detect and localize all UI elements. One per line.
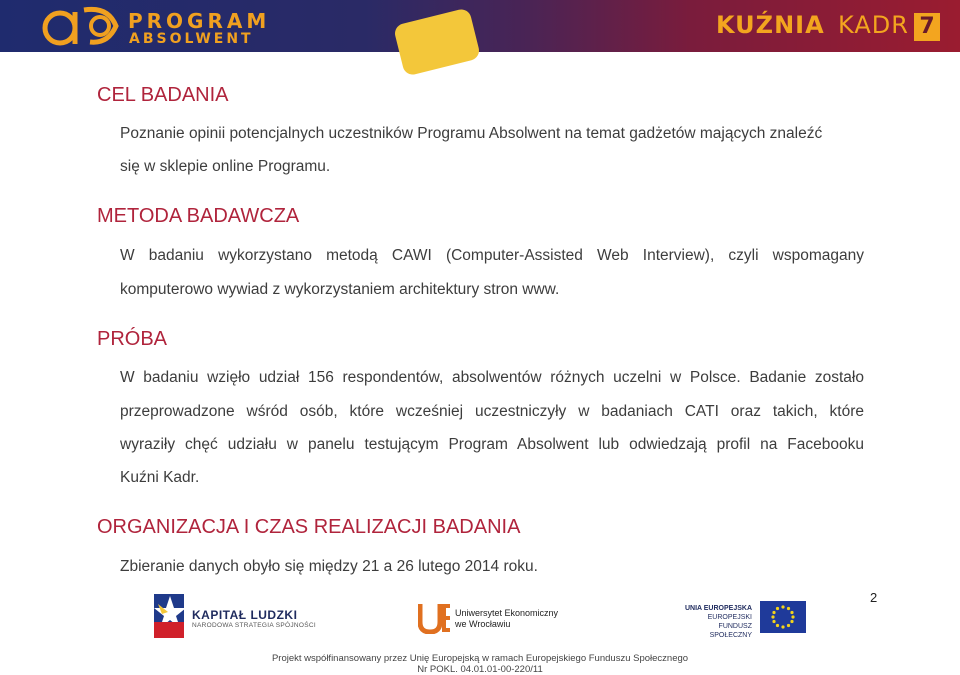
proba-line-1: W badaniu wzięło udział 156 respondentów, absolwentów różnych uczelni w Polsce. Badanie zostało — [120, 369, 864, 386]
ue-line-1: Uniwersytet Ekonomiczny — [455, 608, 559, 618]
proba-line-2: przeprowadzone wśród osób, które wcześniej uczestniczyły w badaniach CATI oraz takich, które — [120, 403, 864, 420]
brand-number-badge: 7 — [914, 13, 940, 41]
page-number: 2 — [870, 590, 878, 605]
brand-kadr: KADR — [838, 11, 909, 39]
eu-flag-icon — [760, 601, 806, 633]
header-band — [0, 0, 960, 52]
eu-line-2: EUROPEJSKI — [707, 614, 752, 621]
heading-cel-badania: CEL BADANIA — [97, 84, 229, 106]
eu-line-1: UNIA EUROPEJSKA — [684, 605, 752, 612]
brand-program: PROGRAM — [128, 9, 271, 33]
proba-line-3: wyraziły chęć udziału w panelu testującym Program Absolwent lub odwiedzają profil na Facebooku — [120, 436, 864, 453]
ue-line-2: we Wrocławiu — [455, 619, 511, 629]
footer-note-line-1: Projekt współfinansowany przez Unię Europejską w ramach Europejskiego Funduszu Społecznego — [271, 653, 689, 664]
heading-proba: PRÓBA — [97, 328, 168, 350]
brand-absolwent: ABSOLWENT — [129, 31, 254, 47]
brand-kuznia: KUŹNIA — [716, 11, 825, 39]
program-absolwent-logo-icon — [38, 4, 124, 48]
cel-line-2: się w sklepie online Programu. — [120, 158, 331, 175]
cel-line-1: Poznanie opinii potencjalnych uczestników Programu Absolwent na temat gadżetów mających znaleźć — [120, 125, 823, 142]
heading-metoda-badawcza: METODA BADAWCZA — [97, 205, 300, 227]
uniwersytet-ekonomiczny-logo-icon — [418, 602, 452, 634]
proba-line-4: Kuźni Kadr. — [120, 469, 200, 486]
kapital-ludzki-title: KAPITAŁ LUDZKI — [192, 608, 298, 622]
kapital-ludzki-logo-icon — [152, 592, 188, 640]
kapital-ludzki-subtitle: NARODOWA STRATEGIA SPÓJNOŚCI — [192, 622, 316, 629]
eu-line-3: FUNDUSZ SPOŁECZNY — [709, 623, 752, 639]
eu-label — [680, 604, 752, 640]
heading-organizacja: ORGANIZACJA I CZAS REALIZACJI BADANIA — [97, 516, 521, 538]
metoda-line-1: W badaniu wykorzystano metodą CAWI (Computer-Assisted Web Interview), czyli wspomagany — [120, 247, 864, 264]
ue-wroclaw-label — [455, 608, 558, 630]
organizacja-line-1: Zbieranie danych obyło się między 21 a 26 lutego 2014 roku. — [120, 558, 538, 575]
metoda-line-2: komputerowo wywiad z wykorzystaniem architektury stron www. — [120, 281, 560, 298]
footer-note-line-2: Nr POKL. 04.01.01-00-220/11 — [417, 664, 543, 675]
